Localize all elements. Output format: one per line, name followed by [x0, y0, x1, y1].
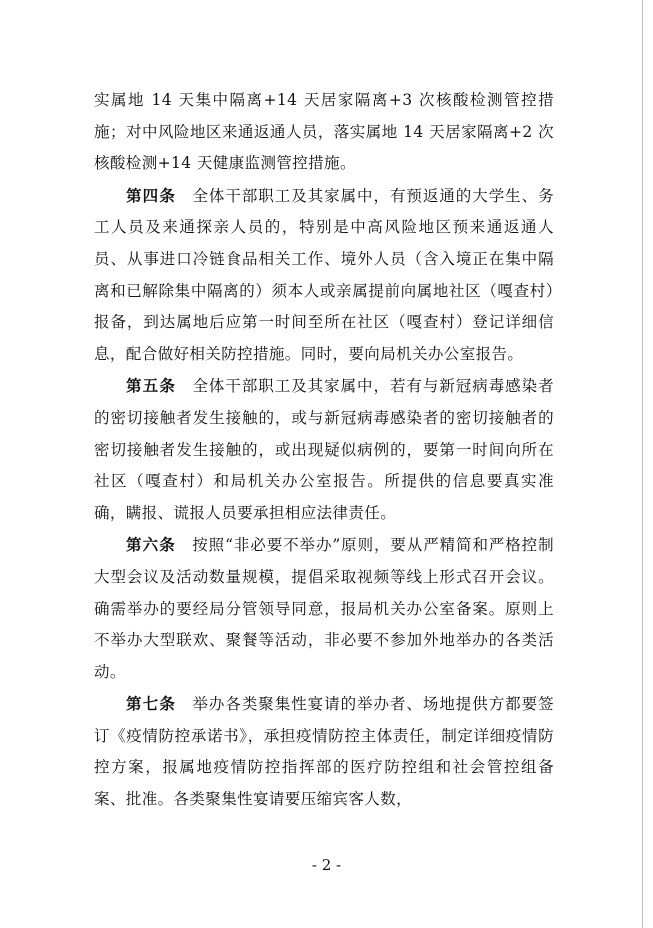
article-7-text: 举办各类聚集性宴请的举办者、场地提供方都要签订《疫情防控承诺书》，承担疫情防控主体责任，制定详细疫情防控方案，报属地疫情防控指挥部的医疗防控组和社会管控组备案、批准。各类聚集性宴请要压缩宾客人数， [94, 695, 554, 809]
article-6-text: 按照“非必要不举办”原则，要从严精简和严格控制大型会议及活动数量规模，提倡采取视频等线上形式召开会议。确需举办的要经局分管领导同意，报局机关办公室备案。原则上不举办大型联欢、聚餐等活动，非必要不参加外地举办的各类活动。 [94, 536, 554, 681]
article-5-text: 全体干部职工及其家属中，若有与新冠病毒感染者的密切接触者发生接触的，或与新冠病毒感染者的密切接触者的密切接触者发生接触的，或出现疑似病例的，要第一时间向所在社区（嘎查村）和局机关办公室报告。所提供的信息要真实准确，瞒报、谎报人员要承担相应法律责任。 [94, 377, 554, 522]
article-7-label: 第七条 [126, 694, 176, 714]
article-5-label: 第五条 [126, 376, 176, 396]
article-6 [94, 529, 554, 688]
lead-paragraph: 实属地 14 天集中隔离+14 天居家隔离+3 次核酸检测管控措施；对中风险地区来通返通人员，落实属地 14 天居家隔离+2 次核酸检测+14 天健康监测管控措施。 [94, 91, 554, 173]
article-4-text: 全体干部职工及其家属中，有预返通的大学生、务工人员及来通探亲人员的，特别是中高风险地区预来通返通人员、从事进口冷链食品相关工作、境外人员（含入境正在集中隔离和已解除集中隔离的）须本人或亲属提前向属地社区（嘎查村）报备，到达属地后应第一时间至所在社区（嘎查村）登记详细信息，配合做好相关防控措施。同时，要向局机关办公室报告。 [94, 186, 554, 363]
article-4-label: 第四条 [126, 185, 176, 205]
article-4 [94, 180, 554, 371]
page-number: - 2 - [311, 856, 342, 874]
article-7 [94, 688, 554, 815]
page-edge-line [642, 0, 643, 928]
document-body [94, 85, 554, 816]
article-6-label: 第六条 [126, 535, 176, 555]
article-5 [94, 370, 554, 529]
